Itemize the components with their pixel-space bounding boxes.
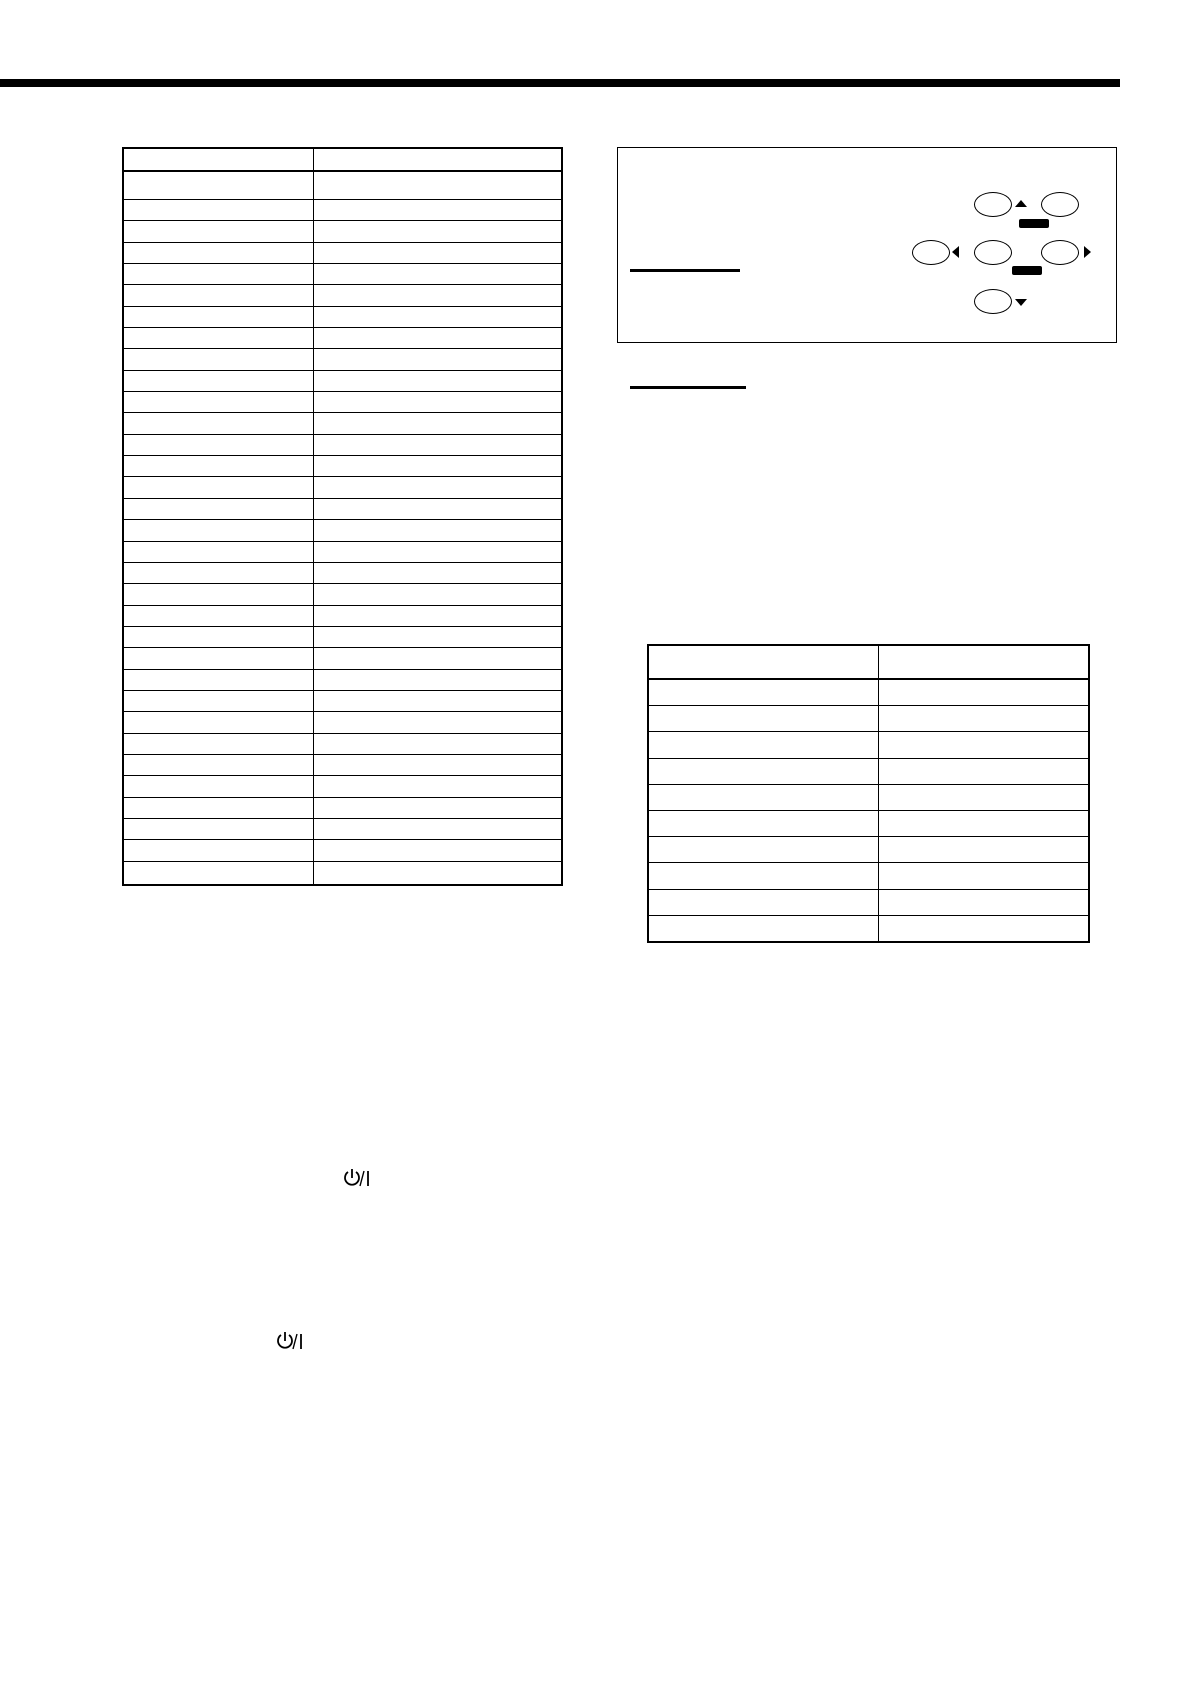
left-arrow-icon <box>952 246 959 258</box>
table-cell <box>123 754 313 775</box>
table-row <box>123 477 562 498</box>
table-cell <box>313 818 562 839</box>
key-icon <box>974 240 1012 265</box>
table-row <box>123 498 562 519</box>
note-heading-rule <box>630 269 740 272</box>
section-heading-rule <box>630 386 746 389</box>
table-row <box>123 413 562 434</box>
table-cell <box>313 861 562 885</box>
table-cell <box>123 264 313 285</box>
table-row <box>648 863 1089 889</box>
table-cell <box>313 712 562 733</box>
table-cell <box>313 754 562 775</box>
table-cell <box>313 434 562 455</box>
table-row <box>123 861 562 885</box>
table-row <box>648 732 1089 758</box>
table-cell <box>313 221 562 242</box>
table-cell <box>123 349 313 370</box>
table-cell <box>648 732 878 758</box>
column-header <box>313 148 562 171</box>
table-cell <box>123 712 313 733</box>
table-cell <box>123 690 313 711</box>
table-cell <box>123 840 313 861</box>
table-row <box>123 456 562 477</box>
table-row <box>648 758 1089 784</box>
table-cell <box>313 328 562 349</box>
table-cell <box>123 285 313 306</box>
table-row <box>123 776 562 797</box>
key-bar-icon <box>1019 219 1049 228</box>
table-cell <box>313 733 562 754</box>
key-icon <box>1041 240 1079 265</box>
table-cell <box>878 915 1089 942</box>
table-row <box>123 306 562 327</box>
left-settings-table <box>122 147 563 886</box>
table-cell <box>313 584 562 605</box>
table-cell <box>313 413 562 434</box>
table-cell <box>123 541 313 562</box>
table-cell <box>123 818 313 839</box>
right-arrow-icon <box>1084 246 1091 258</box>
table-cell <box>878 889 1089 915</box>
table-cell <box>313 669 562 690</box>
table-row <box>648 784 1089 810</box>
table-row <box>123 648 562 669</box>
table-row <box>123 434 562 455</box>
table-cell <box>123 562 313 583</box>
table-row <box>123 349 562 370</box>
table-cell <box>123 456 313 477</box>
table-cell <box>313 171 562 200</box>
table-cell <box>648 758 878 784</box>
table-row <box>123 328 562 349</box>
key-bar-icon <box>1012 266 1042 275</box>
table-row <box>123 754 562 775</box>
table-row <box>648 837 1089 863</box>
table-row <box>123 370 562 391</box>
down-arrow-icon <box>1015 299 1027 306</box>
table-cell <box>123 605 313 626</box>
table-cell <box>123 221 313 242</box>
table-cell <box>123 626 313 647</box>
table-cell <box>123 776 313 797</box>
table-row <box>123 392 562 413</box>
right-settings-table <box>647 644 1090 943</box>
table-cell <box>313 306 562 327</box>
remote-keys-note-box <box>617 147 1117 343</box>
table-cell <box>313 498 562 519</box>
table-cell <box>313 605 562 626</box>
column-header <box>878 645 1089 679</box>
table-cell <box>878 837 1089 863</box>
table-row <box>123 818 562 839</box>
table-row <box>123 264 562 285</box>
table-row <box>123 797 562 818</box>
table-cell <box>648 810 878 836</box>
table-cell <box>648 863 878 889</box>
table-cell <box>878 679 1089 706</box>
power-standby-icon <box>342 1167 372 1189</box>
table-cell <box>878 784 1089 810</box>
table-cell <box>648 915 878 942</box>
table-cell <box>313 392 562 413</box>
table-row <box>648 810 1089 836</box>
table-cell <box>313 285 562 306</box>
table-cell <box>313 477 562 498</box>
table-cell <box>123 584 313 605</box>
power-standby-icon <box>275 1330 305 1352</box>
table-row <box>123 669 562 690</box>
table-cell <box>123 669 313 690</box>
table-row <box>648 706 1089 732</box>
table-cell <box>313 690 562 711</box>
key-icon <box>974 289 1012 314</box>
column-header <box>123 148 313 171</box>
table-cell <box>878 810 1089 836</box>
table-row <box>123 733 562 754</box>
table-cell <box>123 306 313 327</box>
up-arrow-icon <box>1015 200 1027 207</box>
table-cell <box>123 477 313 498</box>
table-cell <box>313 200 562 221</box>
table-cell <box>878 863 1089 889</box>
table-row <box>123 171 562 200</box>
table-row <box>123 605 562 626</box>
table-cell <box>123 434 313 455</box>
table-row <box>123 520 562 541</box>
table-cell <box>313 541 562 562</box>
table-cell <box>313 840 562 861</box>
table-cell <box>313 370 562 391</box>
key-icon <box>1041 192 1079 217</box>
table-row <box>123 562 562 583</box>
table-cell <box>878 732 1089 758</box>
table-cell <box>123 733 313 754</box>
table-cell <box>313 456 562 477</box>
table-row <box>123 221 562 242</box>
table-cell <box>648 889 878 915</box>
table-cell <box>123 520 313 541</box>
table-cell <box>123 861 313 885</box>
table-header-row <box>123 148 562 171</box>
table-cell <box>878 758 1089 784</box>
table-cell <box>313 797 562 818</box>
table-cell <box>648 679 878 706</box>
table-cell <box>313 520 562 541</box>
table-cell <box>123 413 313 434</box>
table-row <box>123 626 562 647</box>
table-cell <box>123 242 313 263</box>
header-rule <box>0 79 1120 87</box>
table-cell <box>648 837 878 863</box>
key-icon <box>974 192 1012 217</box>
table-row <box>648 679 1089 706</box>
table-cell <box>123 171 313 200</box>
table-cell <box>313 626 562 647</box>
table-cell <box>648 784 878 810</box>
table-cell <box>313 562 562 583</box>
key-icon <box>912 240 950 265</box>
table-row <box>123 712 562 733</box>
table-row <box>123 584 562 605</box>
table-cell <box>123 797 313 818</box>
table-cell <box>123 328 313 349</box>
table-cell <box>123 648 313 669</box>
table-cell <box>123 200 313 221</box>
table-cell <box>648 706 878 732</box>
column-header <box>648 645 878 679</box>
table-row <box>123 690 562 711</box>
table-cell <box>123 370 313 391</box>
table-cell <box>313 242 562 263</box>
table-cell <box>123 392 313 413</box>
table-row <box>123 242 562 263</box>
table-row <box>648 889 1089 915</box>
table-row <box>648 915 1089 942</box>
table-cell <box>313 349 562 370</box>
table-row <box>123 541 562 562</box>
table-cell <box>878 706 1089 732</box>
table-row <box>123 840 562 861</box>
table-cell <box>313 776 562 797</box>
table-cell <box>313 264 562 285</box>
table-header-row <box>648 645 1089 679</box>
table-cell <box>123 498 313 519</box>
table-row <box>123 200 562 221</box>
table-cell <box>313 648 562 669</box>
table-row <box>123 285 562 306</box>
